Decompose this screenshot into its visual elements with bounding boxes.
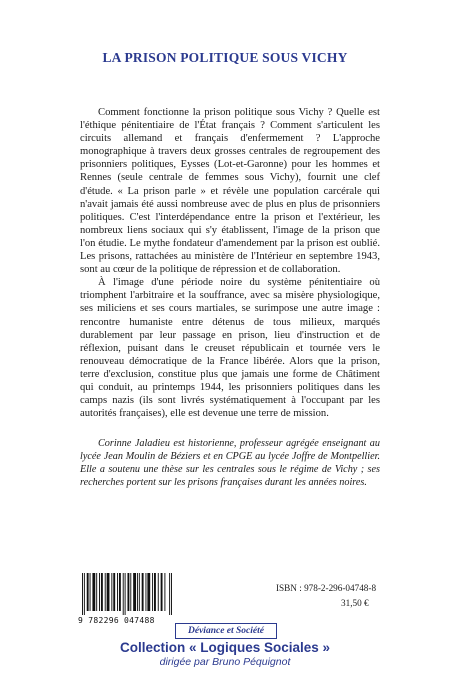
series-badge: Déviance et Société [175,623,277,639]
summary-paragraph: Comment fonctionne la prison politique sous Vichy ? Quelle est l'éthique pénitentiaire de l'État français ? Comment s'articulent les circuits allemand et français d'enfermement ? L'approche monographique à travers deux grosses centrales de regroupement des prisonniers politiques, Eysses (Lot-et-Garonne) pour les hommes et Rennes (seule centrale de femmes sous Vichy), fournit une clef d'étude. « La prison parle » et révèle une population carcérale qui n'avait jamais été aussi nombreuse avec de plus en plus de prisonniers politiques. C'est l'interdépendance entre la prison et l'extérieur, les nombreux liens sociaux qui s'y établissent, l'image de la prison que l'on étudie. Le mythe fondateur d'amendement par la prison est oublié. Les prisons, rattachées au ministère de l'Intérieur en septembre 1943, sont au cœur de la politique de répression et de collaboration. [80,107,380,276]
collection-director: dirigée par Bruno Péquignot [159,656,291,668]
summary-text [80,106,380,420]
barcode-image [82,573,172,615]
isbn-label: ISBN : 978-2-296-04748-8 [276,583,377,593]
page-title: LA PRISON POLITIQUE SOUS VICHY [102,50,348,65]
price-label: 31,50 € [341,598,369,608]
barcode-digits: 9 782296 047488 [78,616,155,625]
author-bio: Corinne Jaladieu est historienne, professeur agrégée enseignant au lycée Jean Moulin de Béziers et en CPGE au lycée Joffre de Montpellier. Elle a soutenu une thèse sur les centrales sous le régime de Vichy ; ses recherches portent sur les prisons françaises durant les années noires. [80,438,380,488]
summary-paragraph: À l'image d'une période noire du système pénitentiaire où triomphent l'arbitraire et la souffrance, avec sa misère physiologique, ses miliciens et ses cours martiales, se surimpose une autre image : rencontre humaniste entre détenus de tous milieux, marqués durablement par leur passage en prison, lieu d'instruction et de réflexion, puisant dans le creuset républicain et tournée vers le renouveau démocratique de la France libérée. Alors que la prison, terre d'exclusion, constitue plus que jamais une forme de Châtiment qui conduit, au printemps 1944, les prisonniers politiques dans les camps nazis (ils sont livrés systématiquement à l'occupant par les autorités françaises), elle est devenue une terre de mission. [80,277,380,420]
collection-title: Collection « Logiques Sociales » [119,640,331,655]
